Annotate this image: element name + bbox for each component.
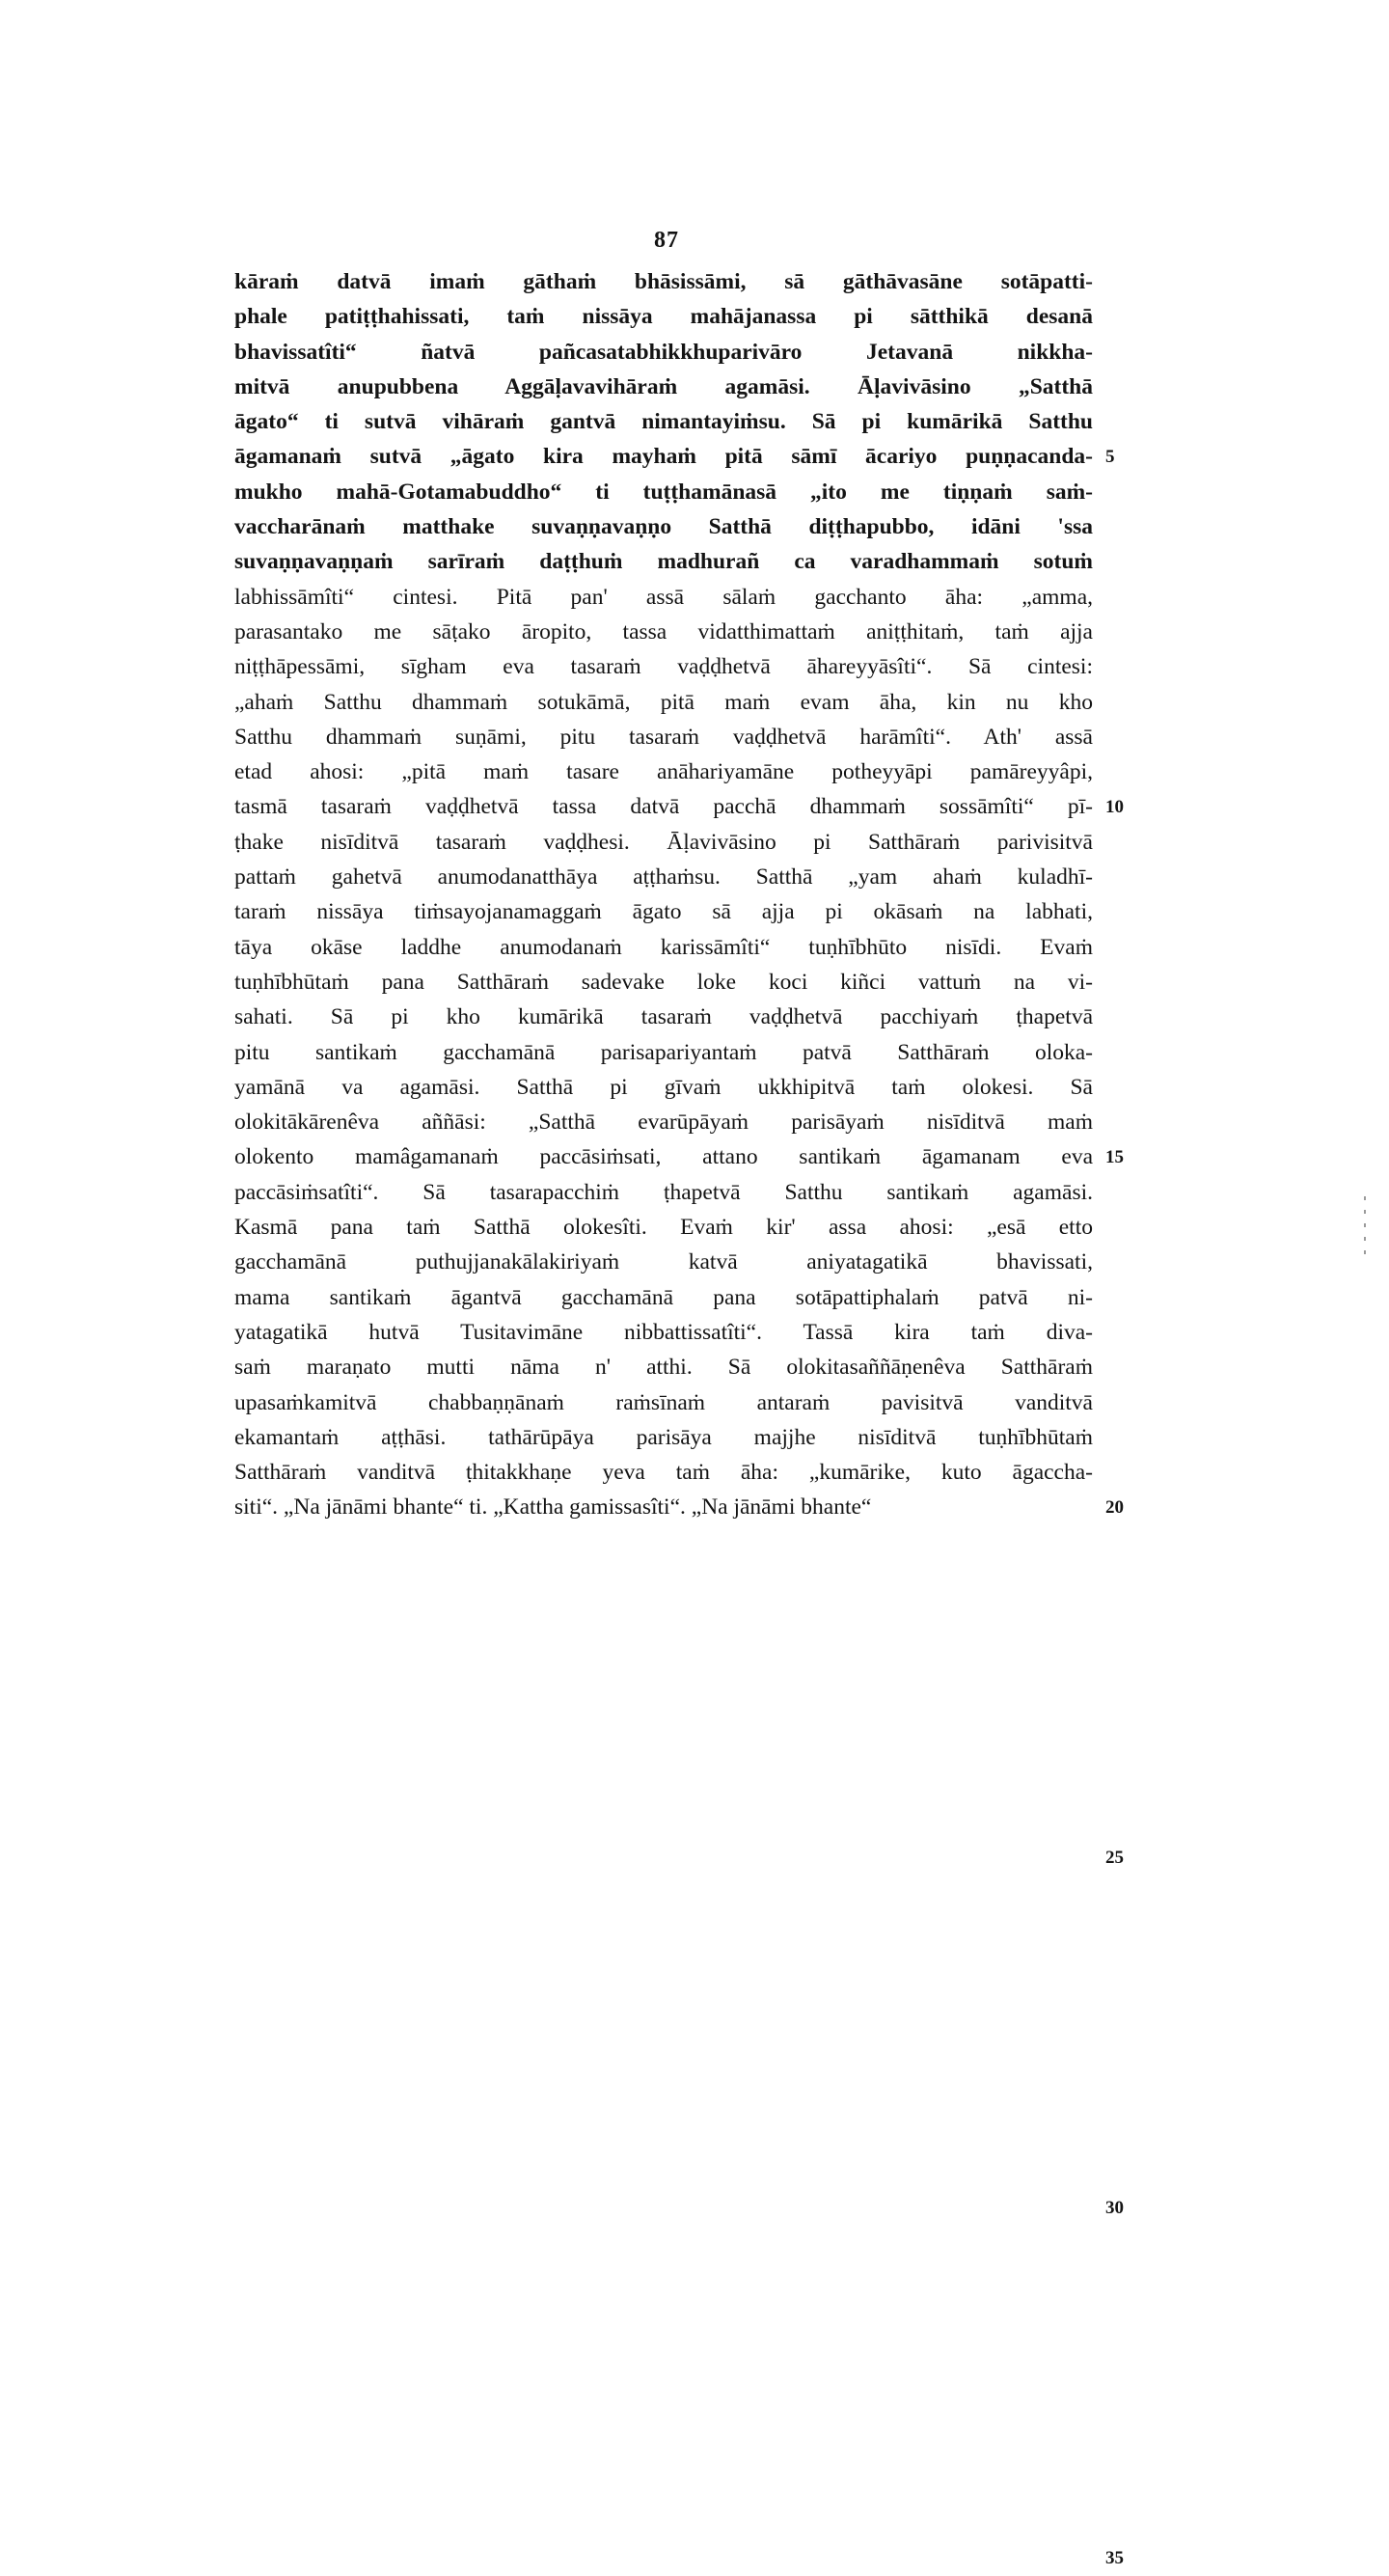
text-line-6: āgamanaṁ sutvā „āgato kira mayhaṁ pitā sāmī ācariyo puṇṇacanda- — [234, 444, 1093, 470]
text-line-5: āgato“ ti sutvā vihāraṁ gantvā nimantayiṁsu. Sā pi kumārikā Satthu — [234, 409, 1093, 435]
text-line-9: suvaṇṇavaṇṇaṁ sarīraṁ daṭṭhuṁ madhurañ ca varadhammaṁ sotuṁ — [234, 549, 1093, 575]
text-line-30: mama santikaṁ āgantvā gacchamānā pana sotāpattiphalaṁ patvā ni- — [234, 1284, 1093, 1310]
text-line-21: tuṇhībhūtaṁ pana Satthāraṁ sadevake loke koci kiñci vattuṁ na vi- — [234, 969, 1093, 995]
line-number-10: 10 — [1105, 796, 1124, 817]
text-line-1: kāraṁ datvā imaṁ gāthaṁ bhāsissāmi, sā gāthāvasāne sotāpatti- — [234, 269, 1093, 294]
text-line-22: sahati. Sā pi kho kumārikā tasaraṁ vaḍḍhetvā pacchiyaṁ ṭhapetvā — [234, 1004, 1093, 1030]
text-line-28: Kasmā pana taṁ Satthā olokesîti. Evaṁ kir' assa ahosi: „esā etto — [234, 1215, 1093, 1241]
text-line-17: ṭhake nisīditvā tasaraṁ vaḍḍhesi. Āḷavivāsino pi Satthāraṁ parivisitvā — [234, 829, 1093, 855]
text-line-19: taraṁ nissāya tiṁsayojanamaggaṁ āgato sā ajja pi okāsaṁ na labhati, — [234, 899, 1093, 925]
page-edge-marks — [1362, 1196, 1368, 1264]
text-line-11: parasantako me sāṭako āropito, tassa vidatthimattaṁ aniṭṭhitaṁ, taṁ ajja — [234, 618, 1093, 644]
text-line-33: upasaṁkamitvā chabbaṇṇānaṁ raṁsīnaṁ antaraṁ pavisitvā vanditvā — [234, 1389, 1093, 1415]
text-line-34: ekamantaṁ aṭṭhāsi. tathārūpāya parisāya majjhe nisīditvā tuṇhībhūtaṁ — [234, 1424, 1093, 1450]
line-number-5: 5 — [1105, 446, 1115, 467]
text-line-15: etad ahosi: „pitā maṁ tasare anāhariyamāne potheyyāpi pamāreyyâpi, — [234, 759, 1093, 785]
text-line-16: tasmā tasaraṁ vaḍḍhetvā tassa datvā pacchā dhammaṁ sossāmîti“ pī- — [234, 794, 1093, 820]
text-line-32: saṁ maraṇato mutti nāma n' atthi. Sā olokitasaññāṇenêva Satthāraṁ — [234, 1355, 1093, 1381]
edge-mark — [1364, 1250, 1366, 1254]
line-number-20: 20 — [1105, 1496, 1124, 1518]
text-line-31: yatagatikā hutvā Tusitavimāne nibbattissatîti“. Tassā kira taṁ diva- — [234, 1319, 1093, 1345]
edge-mark — [1364, 1223, 1366, 1227]
body-text — [234, 264, 1093, 1525]
text-line-4: mitvā anupubbena Aggāḷavavihāraṁ agamāsi. Āḷavivāsino „Satthā — [234, 373, 1093, 399]
text-line-23: pitu santikaṁ gacchamānā parisapariyantaṁ patvā Satthāraṁ oloka- — [234, 1039, 1093, 1065]
text-line-14: Satthu dhammaṁ suṇāmi, pitu tasaraṁ vaḍḍhetvā harāmîti“. Ath' assā — [234, 724, 1093, 750]
text-line-25: olokitākārenêva aññāsi: „Satthā evarūpāyaṁ parisāyaṁ nisīditvā maṁ — [234, 1110, 1093, 1136]
line-number-35: 35 — [1105, 2547, 1124, 2568]
text-line-24: yamānā va agamāsi. Satthā pi gīvaṁ ukkhipitvā taṁ olokesi. Sā — [234, 1074, 1093, 1100]
edge-mark — [1364, 1237, 1366, 1241]
text-line-20: tāya okāse laddhe anumodanaṁ karissāmîti“ tuṇhībhūto nisīdi. Evaṁ — [234, 934, 1093, 960]
text-line-18: pattaṁ gahetvā anumodanatthāya aṭṭhaṁsu. Satthā „yam ahaṁ kuladhī- — [234, 864, 1093, 891]
text-line-36: siti“. „Na jānāmi bhante“ ti. „Kattha gamissasîti“. „Na jānāmi bhante“ — [234, 1494, 872, 1521]
line-number-30: 30 — [1105, 2197, 1124, 2218]
text-line-29: gacchamānā puthujjanakālakiriyaṁ katvā aniyatagatikā bhavissati, — [234, 1249, 1093, 1275]
text-line-26: olokento mamâgamanaṁ paccāsiṁsati, attano santikaṁ āgamanam eva — [234, 1144, 1093, 1170]
page-number: 87 — [654, 228, 679, 253]
text-line-8: vaccharānaṁ matthake suvaṇṇavaṇṇo Satthā diṭṭhapubbo, idāni 'ssa — [234, 514, 1093, 540]
edge-mark — [1364, 1196, 1366, 1200]
line-number-25: 25 — [1105, 1847, 1124, 1868]
text-line-7: mukho mahā-Gotamabuddho“ ti tuṭṭhamānasā „ito me tiṇṇaṁ saṁ- — [234, 479, 1093, 505]
text-line-35: Satthāraṁ vanditvā ṭhitakkhaṇe yeva taṁ āha: „kumārike, kuto āgaccha- — [234, 1460, 1093, 1486]
text-line-2: phale patiṭṭhahissati, taṁ nissāya mahājanassa pi sātthikā desanā — [234, 304, 1093, 330]
text-line-12: niṭṭhāpessāmi, sīgham eva tasaraṁ vaḍḍhetvā āhareyyāsîti“. Sā cintesi: — [234, 654, 1093, 680]
line-number-15: 15 — [1105, 1146, 1124, 1167]
text-line-27: paccāsiṁsatîti“. Sā tasarapacchiṁ ṭhapetvā Satthu santikaṁ agamāsi. — [234, 1179, 1093, 1205]
text-line-3: bhavissatîti“ ñatvā pañcasatabhikkhuparivāro Jetavanā nikkha- — [234, 339, 1093, 365]
edge-mark — [1364, 1210, 1366, 1214]
text-line-10: labhissāmîti“ cintesi. Pitā pan' assā sālaṁ gacchanto āha: „amma, — [234, 584, 1093, 610]
text-line-13: „ahaṁ Satthu dhammaṁ sotukāmā, pitā maṁ evam āha, kin nu kho — [234, 689, 1093, 715]
